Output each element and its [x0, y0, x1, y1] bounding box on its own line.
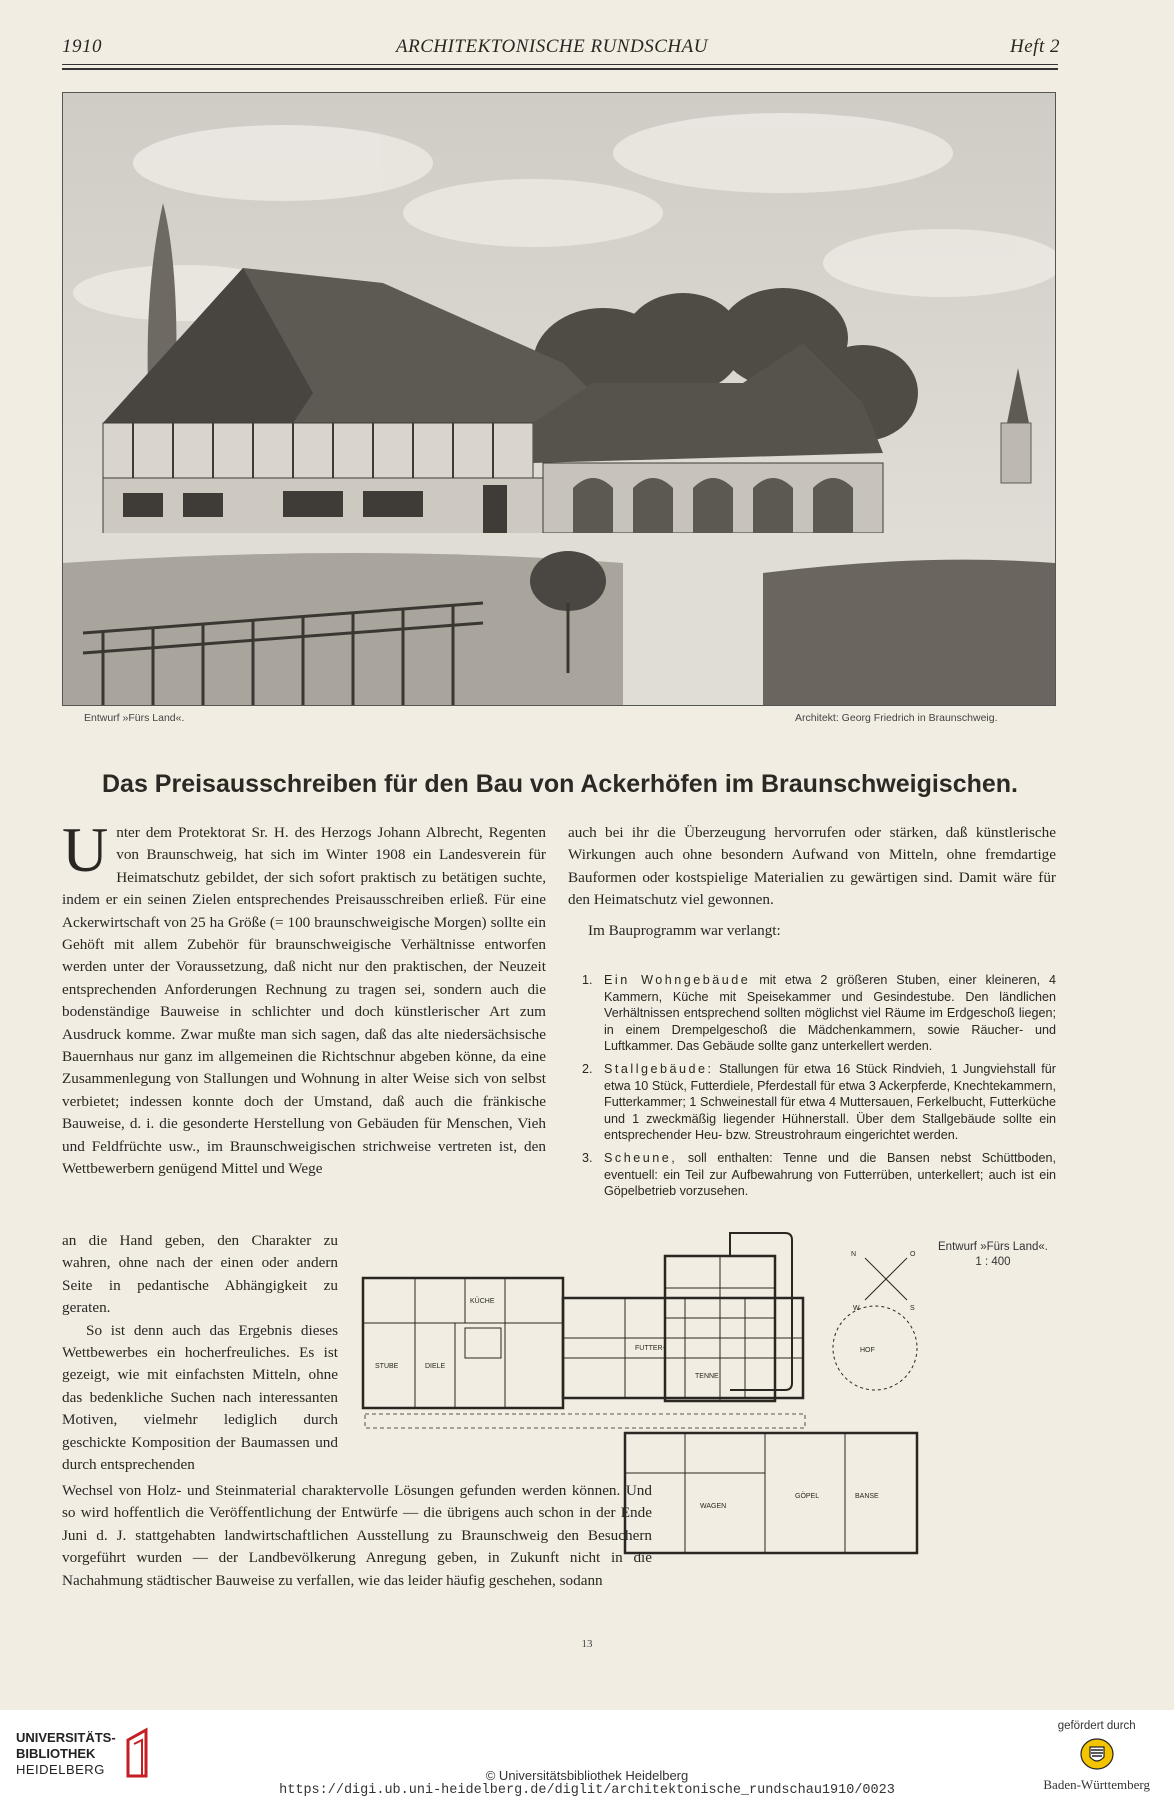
room-label: GÖPEL	[795, 1493, 820, 1500]
paragraph-3: auch bei ihr die Überzeugung hervorrufen oder stärken, daß künstlerische Wirkungen auch ohne besondern Aufwand von Mitteln, ohne fremdartige Bauformen oder kostspielige Materialien zu gewärtigen sind. Damit wäre für den Heimatschutz viel gewonnen.	[568, 824, 1056, 909]
running-head-issue: Heft 2	[1010, 36, 1060, 57]
room-label: KÜCHE	[470, 1298, 495, 1305]
article-column-narrow	[62, 1230, 338, 1476]
state-name: Baden-Württemberg	[1043, 1777, 1150, 1792]
funded-by-text: gefördert durch	[1057, 1720, 1136, 1732]
copyright-block	[0, 1768, 1174, 1798]
page-number: 13	[581, 1638, 593, 1650]
program-item: 2. Stallgebäude: Stallungen für etwa 16 Stück Rindvieh, 1 Jungviehstall für etwa 10 Stück, Futterdiele, Pferdestall für etwa 3 Ackerpferde, Knechtekammern, Futterkammer; 1 Schweinestall für etwa 4 Muttersauen, Ferkelbucht, Futterküche und 1 zweckmäßig liegender Hühnerstall. Über dem Stallgebäude sollte ein entsprechender Heu- bzw. Streustrohraum eingerichtet werden.	[582, 1061, 1056, 1143]
library-name-line: UNIVERSITÄTS-	[16, 1730, 116, 1745]
program-item-head: Stallgebäude:	[604, 1061, 714, 1076]
program-item-head: Scheune,	[604, 1150, 678, 1165]
floor-plan	[345, 1228, 1065, 1604]
drop-cap: U	[62, 814, 109, 885]
running-head-journal: ARCHITEKTONISCHE RUNDSCHAU	[396, 36, 708, 57]
program-item: 3. Scheune, soll enthalten: Tenne und die Bansen nebst Schüttboden, eventuell: ein Teil zur Aufbewahrung von Futterrüben, unterkellert; auch ist ein Göpelbetrieb vorzusehen.	[582, 1150, 1056, 1199]
library-name-line: HEIDELBERG	[16, 1762, 105, 1777]
digitization-footer	[0, 1710, 1174, 1798]
paragraph-1: nter dem Protektorat Sr. H. des Herzogs Johann Albrecht, Regenten von Braunschweig, hat sich im Winter 1908 ein Landesverein für Heimatschutz gebildet, der sich sofort praktisch zu betätigen suchte, indem er ein seinen Zielen entsprechendes Preisausschreiben erließ. Für eine Ackerwirtschaft von 25 ha Größe (= 100 braunschweigische Morgen) sollte ein Gehöft mit allem Zubehör für braunschweigische Verhältnisse entworfen werden unter der Voraussetzung, daß nicht nur den praktischen, der Neuzeit entsprechenden Anforderungen Rechnung zu tragen sei, sondern auch die bodenständige Bauweise in schlichter und doch künstlerischer Art zum Ausdruck komme. Zwar mußte man sich sagen, daß das alte niedersächsische Bauernhaus nur ganz im allgemeinen die Richtschnur abgeben könne, da eine Zusammenlegung von Stallungen und Wohnung in alter Weise sich von selbst verbietet; indessen konnte doch der Umstand, daß auch die fränkische Bauweise, d. i. die gesonderte Herstellung von Gebäuden für Menschen, Vieh und Feldfrüchte usw., im Braunschweigischen strichweise vertreten ist, den Wettbewerbern genügend Mittel und Wege	[62, 824, 546, 1178]
compass-label: N	[851, 1251, 857, 1258]
plan-title: Entwurf »Fürs Land«.	[938, 1241, 1048, 1253]
room-label: DIELE	[425, 1363, 446, 1370]
floor-plan-caption	[928, 1240, 1058, 1270]
state-seal-icon	[1043, 1738, 1150, 1773]
room-label: WAGEN	[700, 1503, 727, 1510]
compass-label: S	[910, 1305, 915, 1312]
room-label: BANSE	[855, 1493, 879, 1500]
illustration-caption-right: Architekt: Georg Friedrich in Braunschweig.	[795, 712, 998, 724]
paragraph-2: So ist denn auch das Ergebnis dieses Wettbewerbes ein hocherfreuliches. Es ist gezeigt, wie mit einfachsten Mitteln, ohne das bedenkliche Suchen nach interessanten Motiven, vielmehr lediglich durch geschickte Komposition der Baumassen und durch entsprechenden	[62, 1321, 338, 1474]
room-label: STUBE	[375, 1363, 399, 1370]
header-rule	[62, 64, 1058, 65]
room-label: HOF	[860, 1347, 875, 1354]
paragraph-1-cont: an die Hand geben, den Charakter zu wahren, ohne nach der einen oder andern Seite in pedantische Abhängigkeit zu geraten.	[62, 1232, 338, 1317]
program-intro: Im Bauprogramm war verlangt:	[588, 921, 781, 939]
article-column-left	[62, 814, 546, 1181]
program-item: 1. Ein Wohngebäude mit etwa 2 größeren Stuben, einer kleineren, 4 Kammern, Küche mit Speisekammer und Gesindestube. Den ländlichen Verhältnissen entsprechend sollten möglichst viel Räume im Erdgeschoß liegen; in einem Drempelgeschoß die Mädchenkammern, sowie Räucher- und Luftkammer. Das Gebäude sollte ganz unterkellert werden.	[582, 973, 1057, 1054]
header-rule-thick	[62, 68, 1058, 70]
compass-label: O	[910, 1251, 916, 1258]
running-head	[62, 36, 1060, 62]
funding-block	[1043, 1720, 1150, 1793]
program-item-head: Ein Wohngebäude	[604, 973, 751, 987]
article-title: Das Preisausschreiben für den Bau von Ackerhöfen im Braunschweigischen.	[101, 770, 1018, 798]
room-label: FUTTER-	[635, 1345, 665, 1352]
permalink-url[interactable]: https://digi.ub.uni-heidelberg.de/diglit/architektonische_rundschau1910/0023	[279, 1783, 895, 1798]
copyright-text: © Universitätsbibliothek Heidelberg	[485, 1768, 689, 1783]
farmhouse-illustration	[62, 92, 1056, 706]
compass-label: W	[853, 1305, 860, 1312]
program-item-text: soll enthalten: Tenne und die Bansen nebst Schüttboden, eventuell: ein Teil zur Aufbewahrung von Futterrüben, unterkellert; auch ist ein Göpelbetrieb vorzusehen.	[604, 1150, 1056, 1199]
program-item-text: Stallungen für etwa 16 Stück Rindvieh, 1 Jungviehstall für etwa 10 Stück, Futterdiele, Pferdestall für etwa 3 Ackerpferde, Knechtekammern, Futterkammer; 1 Schweinestall für etwa 4 Muttersauen, Ferkelbucht, Futterküche und 1 zweckmäßig liegender Hühnerstall. Über dem Stallgebäude sollte ein entsprechender Heu- bzw. Streustrohraum eingerichtet werden.	[604, 1061, 1056, 1143]
article-column-right	[568, 822, 1056, 942]
building-program-list	[568, 972, 1056, 1206]
illustration-caption-left: Entwurf »Fürs Land«.	[84, 712, 185, 724]
paragraph-2-cont: Wechsel von Holz- und Steinmaterial charaktervolle Lösungen gefunden werden können. Und so wird hoffentlich die Veröffentlichung der Entwürfe — die übrigens auch schon in der Ende Juni d. J. stattgehabten landwirtschaftlichen Ausstellung zu Braunschweig den Besuchern vorgeführt wurden — der Landbevölkerung Anregung geben, in Zukunft nicht in die Nachahmung städtischer Bauweise zu verfallen, wie das leider häufig geschehen, sodann	[62, 1482, 652, 1589]
program-item-text: mit etwa 2 größeren Stuben, einer kleineren, 4 Kammern, Küche mit Speisekammer und Gesindestube. Den ländlichen Verhältnissen entsprechend sollten möglichst viel Räume im Erdgeschoß liegen; in einem Drempelgeschoß die Mädchenkammern, sowie Räucher- und Luftkammer. Das Gebäude sollte ganz unterkellert werden.	[604, 973, 1057, 1054]
plan-scale: 1 : 400	[975, 1256, 1011, 1268]
running-head-year: 1910	[62, 36, 102, 57]
room-label: TENNE	[695, 1373, 719, 1380]
library-name-line: BIBLIOTHEK	[16, 1746, 96, 1761]
